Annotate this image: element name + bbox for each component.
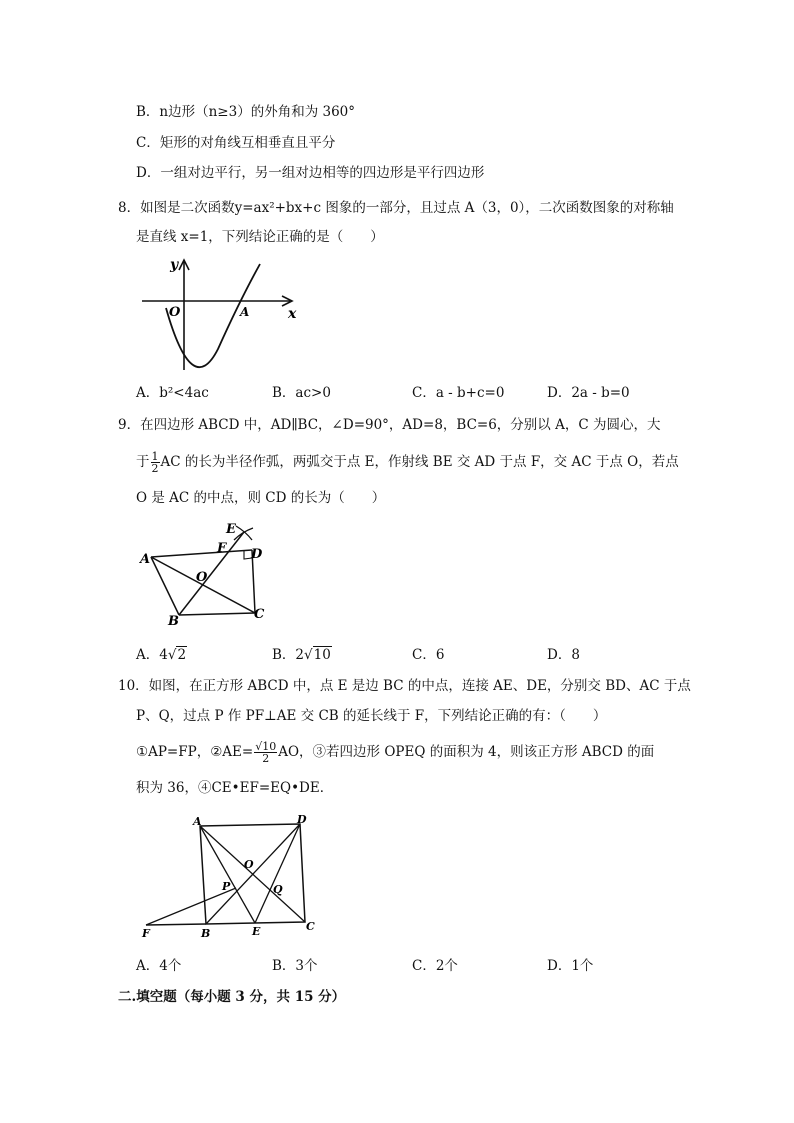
fraction-numerator: √10 — [255, 740, 277, 753]
point-q-label: Q — [273, 883, 283, 896]
point-o-label: O — [244, 858, 254, 871]
point-p-label: P — [222, 880, 231, 893]
q10-text-a: ①AP=FP，②AE= — [136, 744, 254, 760]
q10-stem-line4: 积为 36，④CE•EF=EQ•DE． — [136, 780, 334, 796]
segment-bc — [179, 613, 255, 615]
q7-option-d: D．一组对边平行，另一组对边相等的四边形是平行四边形 — [136, 165, 485, 181]
segment-ae — [200, 826, 255, 923]
point-d-label: D — [251, 547, 263, 562]
diagonal-bd — [206, 824, 300, 924]
point-d-label: D — [297, 813, 307, 826]
q8-option-b: B．ac>0 — [272, 385, 331, 401]
q8-parabola-figure — [138, 252, 308, 382]
q8-stem-line2: 是直线 x=1，下列结论正确的是（ ） — [136, 229, 384, 245]
y-axis-label: y — [170, 257, 179, 273]
point-o-label: O — [196, 570, 208, 585]
fraction-denominator: 2 — [151, 462, 159, 475]
q9-option-b — [272, 646, 332, 664]
segment-ab — [151, 557, 179, 615]
q10-text-b: AO，③若四边形 OPEQ 的面积为 4，则该正方形 ABCD 的面 — [278, 744, 655, 760]
point-f-label: F — [217, 541, 227, 556]
point-f-label: F — [142, 927, 150, 940]
q10-fraction — [254, 741, 277, 764]
q10-stem-line3 — [136, 741, 654, 764]
sqrt-sign: √2 — [167, 647, 187, 663]
q9-stem-line1: 9．在四边形 ABCD 中，AD∥BC，∠D=90°，AD=8，BC=6，分别以 A，C 为圆心，大 — [118, 417, 661, 433]
q10-option-c: C．2个 — [412, 958, 458, 974]
q8-stem-line1: 8．如图是二次函数y=ax²+bx+c 图象的一部分，且过点 A（3，0），二次函数图象的对称轴 — [118, 200, 674, 216]
option-a-coef: A．4 — [136, 647, 168, 663]
fraction-denominator: 2 — [262, 752, 270, 765]
section-fill-in-blank-heading: 二.填空题（每小题 3 分，共 15 分） — [118, 989, 346, 1005]
point-c-label: C — [254, 607, 265, 622]
q9-option-a — [136, 646, 187, 664]
point-e-label: E — [226, 522, 236, 537]
q9-quadrilateral-figure — [138, 520, 278, 628]
segment-de — [255, 824, 300, 923]
q9-option-c: C．6 — [412, 647, 445, 663]
q9-text-da: 于 — [136, 454, 150, 470]
extension-fb — [146, 924, 206, 925]
q10-option-b: B．3个 — [272, 958, 318, 974]
q7-option-b: B．n边形（n≥3）的外角和为 360° — [136, 104, 356, 120]
q7-option-c: C．矩形的对角线互相垂直且平分 — [136, 135, 336, 151]
q10-stem-line2: P、Q，过点 P 作 PF⊥AE 交 CB 的延长线于 F，下列结论正确的有：（ ） — [136, 708, 607, 724]
q8-option-d: D．2a - b=0 — [547, 385, 630, 401]
point-b-label: B — [168, 614, 179, 628]
option-b-coef: B．2 — [272, 647, 305, 663]
q10-option-d: D．1个 — [547, 958, 594, 974]
q10-square-figure — [140, 812, 320, 942]
point-c-label: C — [306, 920, 315, 933]
origin-label: O — [169, 305, 181, 320]
point-e-label: E — [252, 925, 261, 938]
q9-half-fraction — [151, 451, 160, 474]
q8-option-a: A．b²<4ac — [136, 385, 209, 401]
sqrt-sign: √10 — [304, 647, 331, 663]
q9-stem-line3: O 是 AC 的中点，则 CD 的长为（ ） — [136, 490, 386, 506]
point-b-label: B — [201, 927, 211, 940]
q9-stem-line2 — [136, 451, 679, 474]
point-a-label: A — [193, 815, 202, 828]
radicand: 2 — [177, 647, 187, 663]
q9-option-d: D．8 — [547, 647, 580, 663]
point-a-label: A — [140, 552, 151, 567]
point-a-label: A — [240, 305, 250, 319]
fraction-numerator: 1 — [151, 450, 159, 463]
x-axis-label: x — [288, 306, 297, 322]
q8-option-c: C．a - b+c=0 — [412, 385, 505, 401]
q9-text-rest: AC 的长为半径作弧，两弧交于点 E，作射线 BE 交 AD 于点 F，交 AC 于点 O，若点 — [160, 454, 679, 470]
q10-stem-line1: 10．如图，在正方形 ABCD 中，点 E 是边 BC 的中点，连接 AE、DE，分别交 BD、AC 于点 — [118, 678, 691, 694]
q10-option-a: A．4个 — [136, 958, 182, 974]
radicand: 10 — [313, 647, 331, 663]
segment-ad — [151, 550, 252, 557]
